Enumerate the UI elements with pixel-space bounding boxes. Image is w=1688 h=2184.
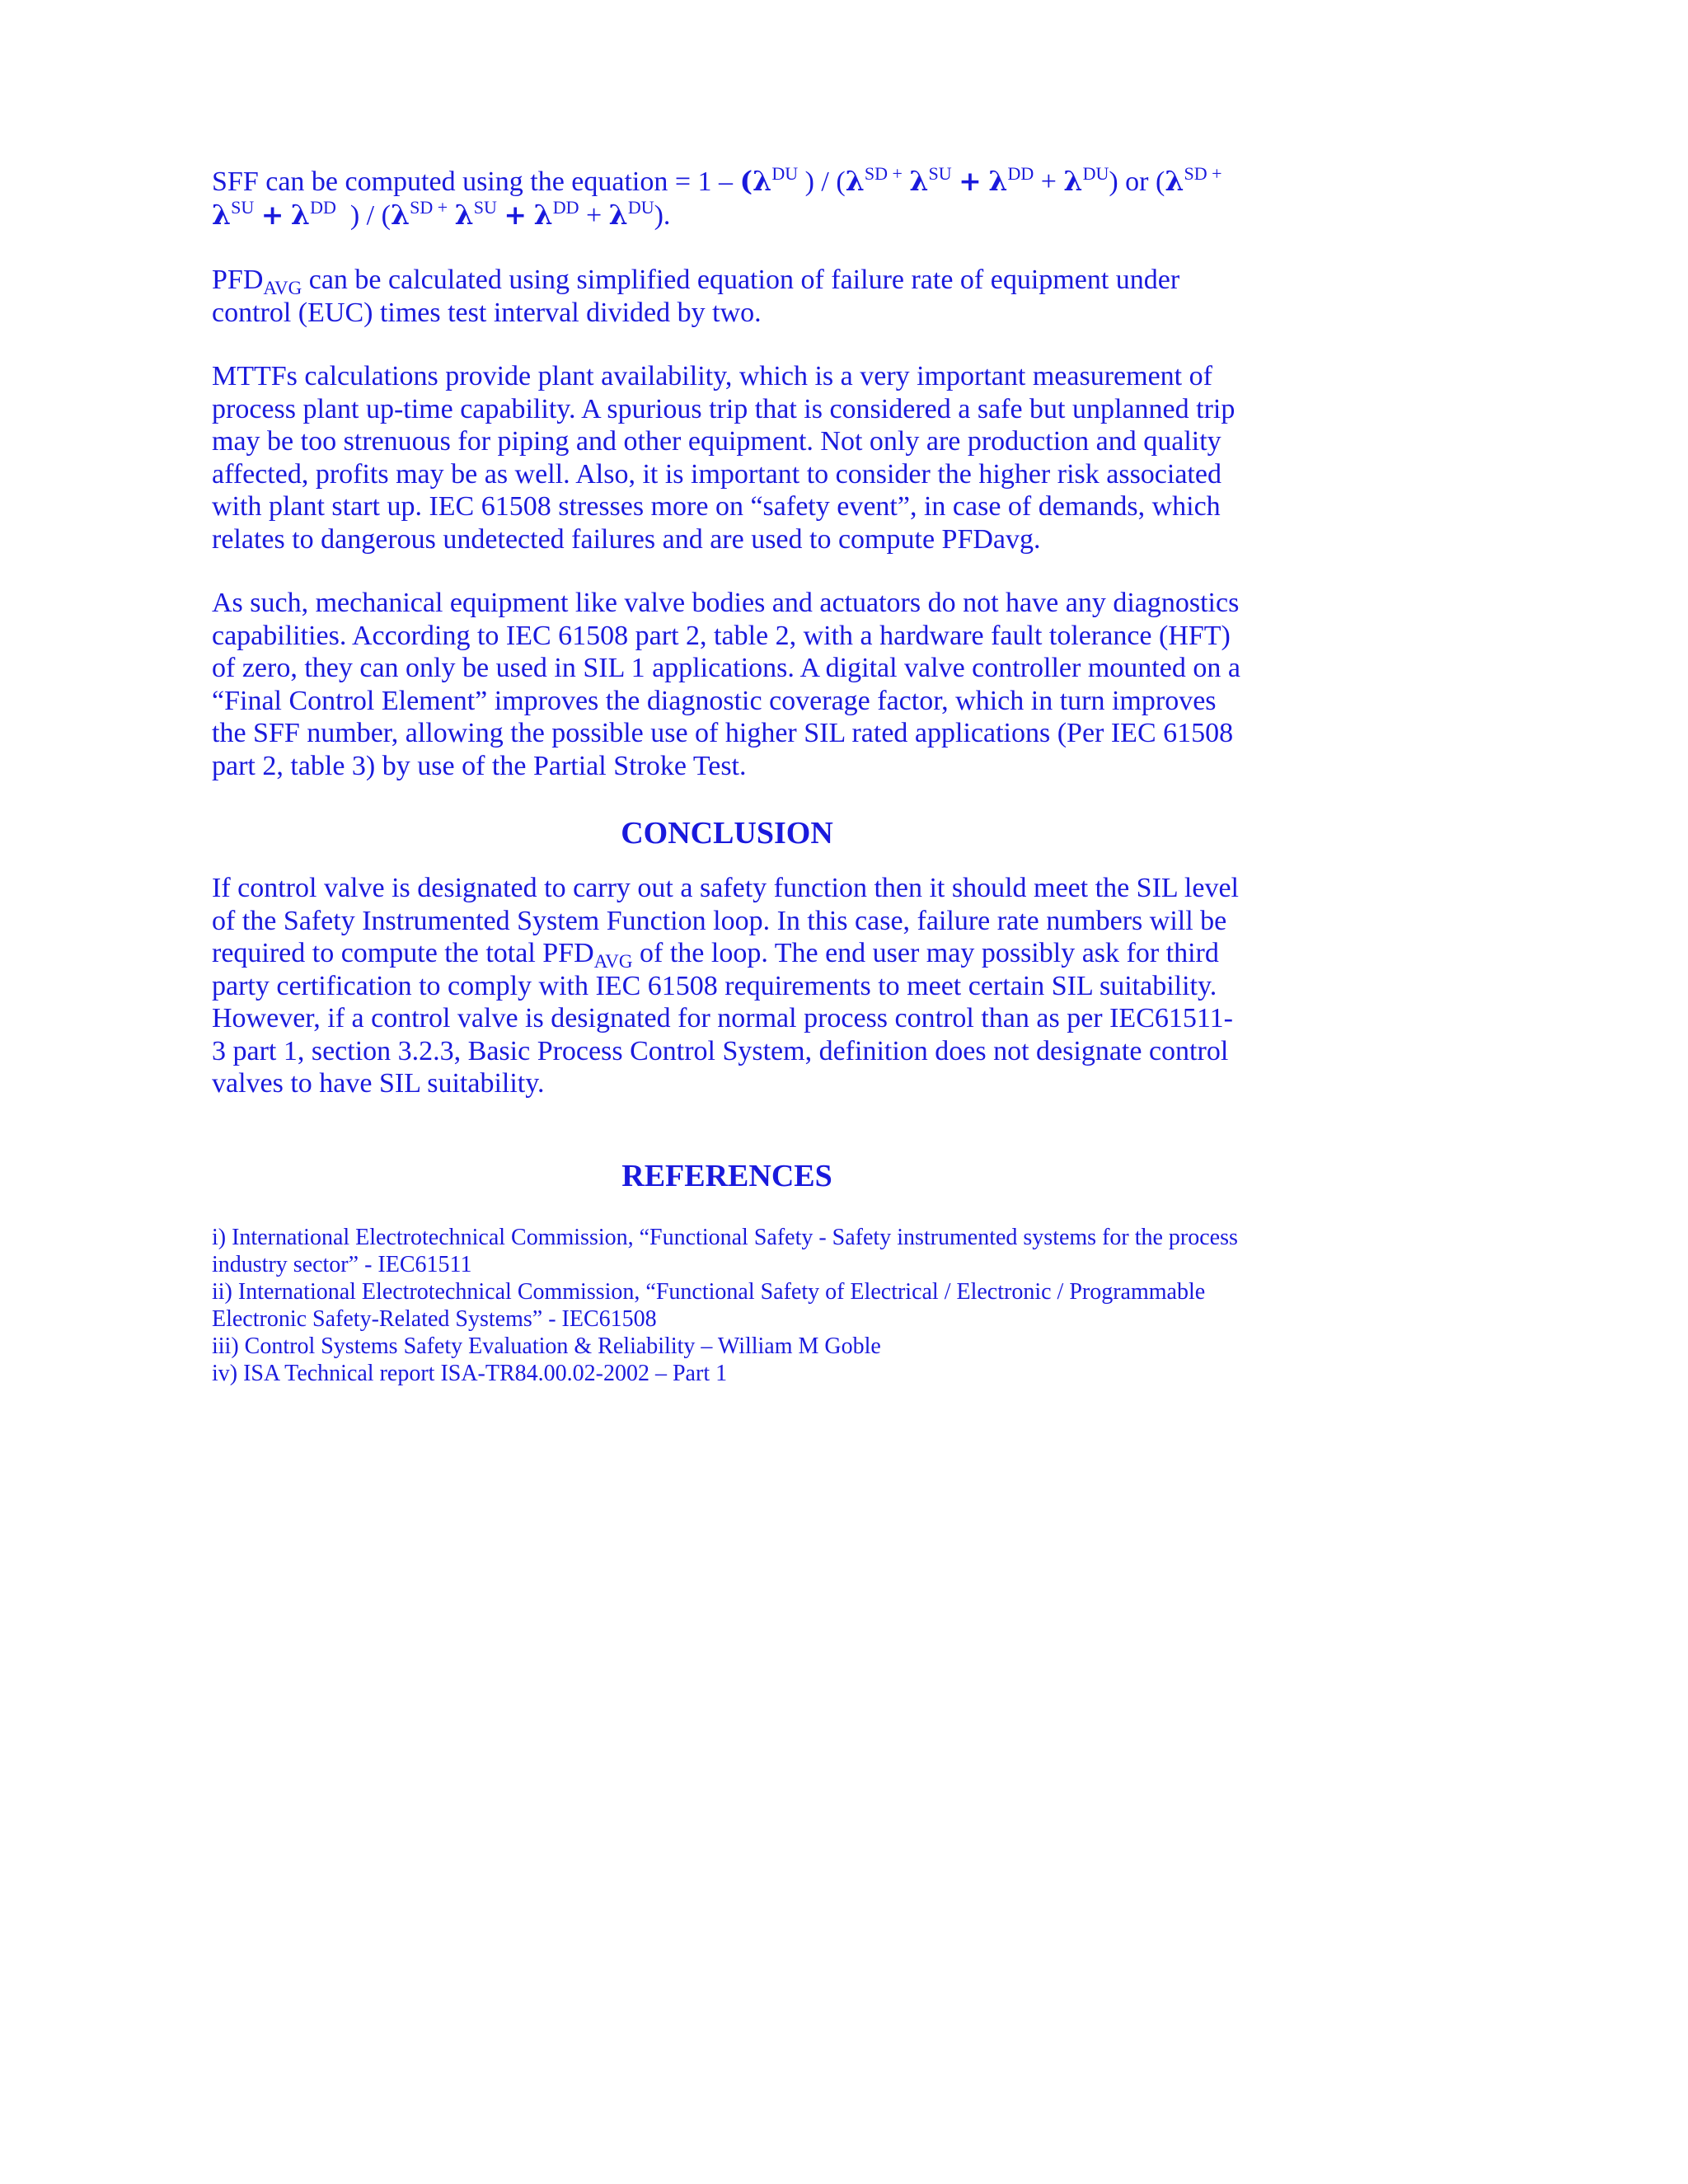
lambda-symbol: λ (909, 165, 929, 197)
operator-close: ) (1109, 166, 1118, 197)
operator-slash: / (366, 199, 375, 231)
superscript-dd: DD (310, 196, 336, 218)
lambda-symbol: λ (845, 165, 865, 197)
operator-plus: + (959, 165, 982, 197)
pfd-term: PFD (542, 938, 594, 968)
superscript-plus: + (437, 196, 448, 218)
operator-open: ( (836, 166, 846, 197)
lambda-symbol: λ (454, 198, 474, 231)
lambda-symbol: λ (533, 198, 553, 231)
reference-item: i) International Electrotechnical Commission, “Functional Safety - Safety instrumented systems for the process industry sector” - IEC61511 (212, 1224, 1238, 1277)
operator-close: ) (349, 199, 360, 231)
pfd-text: can be calculated using simplified equation of failure rate of equipment under control (EUC) times test interval divided by two. (212, 265, 1180, 328)
equation-end: ). (654, 199, 671, 231)
operator-plus: + (504, 198, 528, 231)
references-heading: REFERENCES (621, 1158, 832, 1193)
operator-open: ( (1156, 166, 1165, 197)
operator-plus: + (260, 198, 284, 231)
or-word: or (1125, 166, 1149, 197)
lambda-symbol: λ (753, 165, 772, 197)
lambda-symbol: ( (739, 165, 753, 197)
conclusion-text-after: of the loop. The end user may possibly ask for third party certification to comply with IEC 61508 requirements to meet certain SIL suitability. However, if a control valve is designated for normal process control than as per IEC61511-3 part 1, section 3.2.3, Basic Process Control System, definition does not designate control valves to have SIL suitability. (212, 938, 1233, 1099)
mechanical-paragraph: As such, mechanical equipment like valve bodies and actuators do not have any diagnostics capabilities. According to IEC 61508 part 2, table 2, with a hardware fault tolerance (HFT) of zero, they can only be used in SIL 1 applications. A digital valve controller mounted on a “Final Control Element” improves the diagnostic coverage factor, which in turn improves the SFF number, allowing the possible use of higher SIL rated applications (Per IEC 61508 part 2, table 3) by use of the Partial Stroke Test. (212, 588, 1240, 781)
reference-item: iii) Control Systems Safety Evaluation & Reliability – William M Goble (212, 1333, 881, 1359)
operator-plus: + (585, 199, 603, 231)
sff-equation-paragraph (212, 165, 1242, 232)
lambda-symbol: λ (1165, 165, 1184, 197)
superscript-du: DU (771, 163, 799, 184)
conclusion-text-before: If control valve is designated to carry out a safety function then it should meet the SIL level of the Safety Instrumented System Function loop. In this case, failure rate numbers will be required to compute the total (212, 873, 1239, 968)
pfd-subscript: AVG (263, 278, 302, 298)
references-list (212, 1224, 1242, 1387)
superscript-su: SU (473, 196, 497, 218)
operator-close: ) (804, 166, 814, 197)
superscript-sd (865, 163, 903, 184)
lambda-symbol: λ (1063, 165, 1083, 197)
superscript-sd-label: SD (864, 163, 888, 184)
superscript-sd-label: SD (410, 196, 434, 218)
superscript-sd-label: SD (1184, 163, 1207, 184)
operator-open: ( (381, 199, 391, 231)
operator-slash: / (821, 166, 829, 197)
operator-plus: + (1040, 166, 1057, 197)
reference-item: ii) International Electrotechnical Commission, “Functional Safety of Electrical / Electronic / Programmable Electronic Safety-Related Systems” - IEC61508 (212, 1278, 1206, 1332)
superscript-plus: + (1212, 163, 1222, 184)
document-body (212, 165, 1242, 1387)
pfd-paragraph (212, 264, 1242, 329)
superscript-plus: + (892, 163, 903, 184)
superscript-du: DU (627, 196, 654, 218)
pfd-subscript: AVG (593, 951, 633, 972)
lambda-symbol: λ (988, 165, 1008, 197)
reference-item: iv) ISA Technical report ISA-TR84.00.02-2002 – Part 1 (212, 1360, 728, 1386)
conclusion-heading: CONCLUSION (621, 816, 833, 851)
superscript-du: DU (1082, 163, 1109, 184)
superscript-sd (410, 197, 448, 218)
lambda-symbol: λ (212, 198, 232, 231)
superscript-dd: DD (1007, 163, 1034, 184)
lambda-symbol: λ (390, 198, 410, 231)
pfd-term: PFD (212, 265, 264, 295)
lambda-symbol: λ (608, 198, 628, 231)
superscript-su: SU (231, 196, 255, 218)
superscript-dd: DD (552, 196, 579, 218)
lambda-symbol: λ (290, 198, 311, 231)
superscript-sd (1184, 163, 1221, 184)
superscript-su: SU (928, 163, 952, 184)
mttf-paragraph: MTTFs calculations provide plant availability, which is a very important measurement of process plant up-time capability. A spurious trip that is considered a safe but unplanned trip may be too strenuous for piping and other equipment. Not only are production and quality affected, profits may be as well. Also, it is important to consider the higher risk associated with plant start up. IEC 61508 stresses more on “safety event”, in case of demands, which relates to dangerous undetected failures and are used to compute PFDavg. (212, 361, 1236, 555)
conclusion-paragraph (212, 872, 1242, 1100)
sff-intro-text: SFF can be computed using the equation = 1 – (212, 166, 734, 197)
